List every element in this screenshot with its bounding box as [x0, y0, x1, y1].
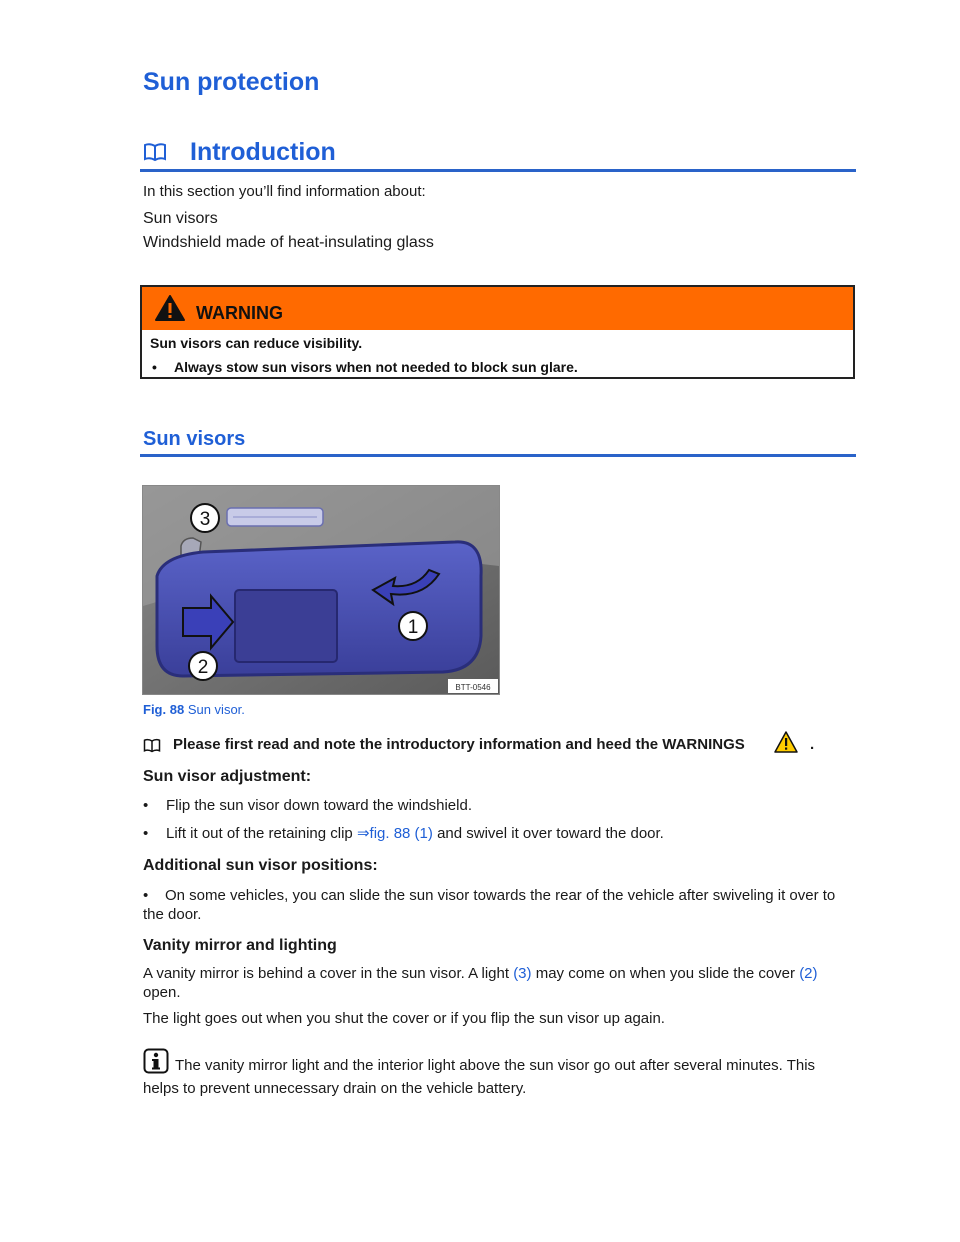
info-note	[143, 1048, 855, 1098]
info-icon	[143, 1048, 169, 1079]
introduction-heading	[140, 135, 856, 172]
warning-bullet: •	[152, 359, 157, 375]
caption-label: Fig. 88	[143, 702, 185, 717]
adjustment-step-1: Flip the sun visor down toward the windshield.	[166, 797, 472, 814]
sun-visors-title: Sun visors	[143, 428, 246, 450]
intro-lead: In this section you’ll find information about:	[143, 183, 426, 200]
vanity-text-a: A vanity mirror is behind a cover in the sun visor. A light	[143, 965, 510, 982]
book-icon	[143, 738, 161, 758]
introduction-title: Introduction	[190, 138, 336, 166]
warning-title: WARNING	[196, 303, 283, 323]
additional-positions-bullet	[143, 886, 855, 924]
vanity-light-paragraph: The light goes out when you shut the cover or if you flip the sun visor up again.	[143, 1010, 665, 1027]
warning-triangle-icon	[773, 730, 799, 759]
sun-visor-illustration	[143, 486, 499, 694]
intro-topic-sun-visors: Sun visors	[143, 210, 218, 227]
figure-caption	[143, 702, 245, 717]
vanity-text-c: open.	[143, 984, 181, 1001]
intro-topic-windshield: Windshield made of heat-insulating glass	[143, 234, 434, 251]
adjustment-step-2-pre: Lift it out of the retaining clip	[166, 825, 353, 842]
read-first-text: Please first read and note the introductory information and heed the WARNINGS	[173, 736, 745, 753]
read-first-period: .	[810, 736, 815, 753]
adjustment-step-2	[166, 824, 664, 843]
info-note-text: The vanity mirror light and the interior light above the sun visor go out after several minutes. This helps to prevent unnecessary drain on the vehicle battery.	[143, 1057, 816, 1097]
warning-triangle-icon	[154, 294, 186, 327]
figure-reference-link[interactable]: ⇒fig. 88 (1)	[356, 825, 433, 842]
warning-box	[140, 285, 855, 379]
bullet-dot: •	[143, 825, 149, 842]
sun-visor-figure	[142, 485, 500, 695]
caption-text: Sun visor.	[187, 702, 245, 717]
book-icon	[143, 142, 167, 167]
callout-ref-3: (3)	[513, 965, 532, 982]
additional-positions-text: On some vehicles, you can slide the sun visor towards the rear of the vehicle after swiveling it over to the door.	[143, 887, 836, 923]
sun-visors-heading	[140, 425, 856, 457]
warning-header	[142, 287, 853, 330]
additional-positions-heading: Additional sun visor positions:	[143, 857, 378, 874]
bullet-dot: •	[143, 797, 149, 814]
callout-2: 2	[197, 657, 209, 678]
vanity-mirror-paragraph	[143, 964, 855, 1002]
vanity-text-b: may come on when you slide the cover	[535, 965, 796, 982]
figure-code: BTT-0546	[455, 683, 491, 692]
adjustment-step-2-post: and swivel it over toward the door.	[437, 825, 664, 842]
vanity-mirror-heading: Vanity mirror and lighting	[143, 937, 337, 954]
callout-ref-2: (2)	[799, 965, 818, 982]
warning-instruction: Always stow sun visors when not needed to block sun glare.	[174, 359, 578, 375]
warning-text: Sun visors can reduce visibility.	[150, 335, 363, 351]
callout-1: 1	[407, 617, 419, 638]
read-first-note	[143, 735, 863, 757]
adjustment-heading: Sun visor adjustment:	[143, 768, 312, 785]
bullet-dot: •	[143, 887, 149, 904]
callout-3: 3	[199, 509, 211, 530]
page-title: Sun protection	[143, 68, 320, 96]
